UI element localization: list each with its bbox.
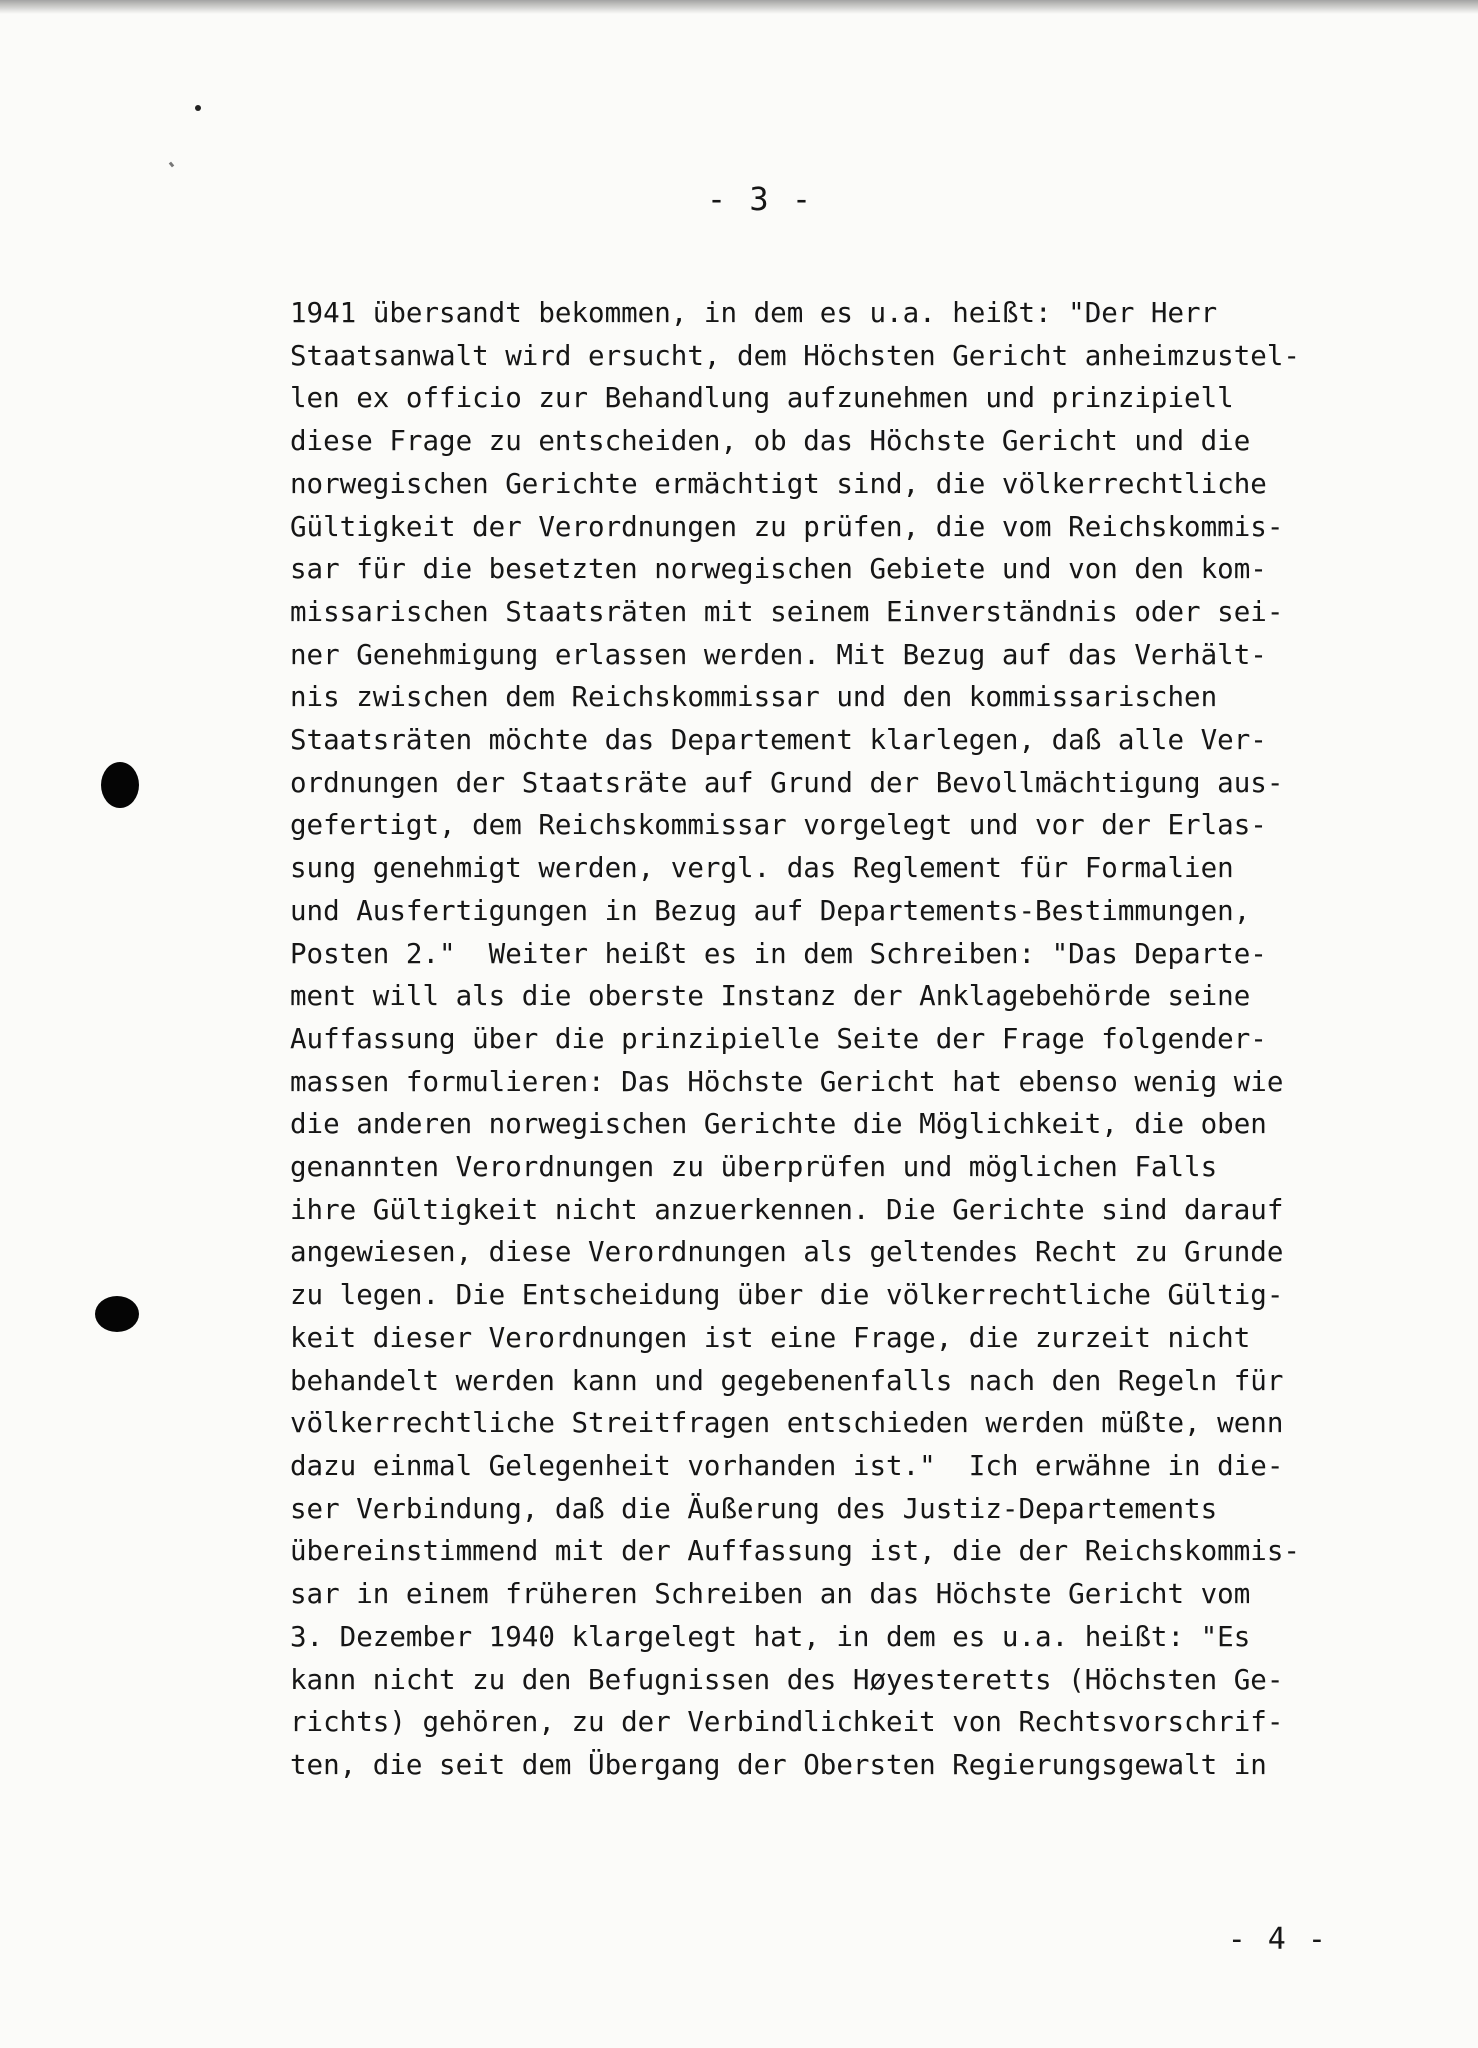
text-line: 3. Dezember 1940 klargelegt hat, in dem es u.a. heißt: "Es (290, 1620, 1251, 1653)
text-line: ner Genehmigung erlassen werden. Mit Bezug auf das Verhält- (290, 638, 1267, 671)
text-line: dazu einmal Gelegenheit vorhanden ist." Ich erwähne in die- (290, 1449, 1284, 1482)
text-line: ihre Gültigkeit nicht anzuerkennen. Die Gerichte sind darauf (290, 1193, 1284, 1226)
text-line: Gültigkeit der Verordnungen zu prüfen, die vom Reichskommis- (290, 510, 1284, 543)
text-line: missarischen Staatsräten mit seinem Einverständnis oder sei- (290, 595, 1284, 628)
ink-dot (195, 105, 201, 111)
text-line: Staatsräten möchte das Departement klarlegen, daß alle Ver- (290, 724, 1267, 757)
text-line: übereinstimmend mit der Auffassung ist, die der Reichskommis- (290, 1535, 1300, 1568)
text-line: norwegischen Gerichte ermächtigt sind, die völkerrechtliche (290, 467, 1267, 500)
page-number: - 3 - (706, 180, 814, 218)
text-line: behandelt werden kann und gegebenenfalls nach den Regeln für (290, 1364, 1284, 1397)
text-line: ordnungen der Staatsräte auf Grund der Bevollmächtigung aus- (290, 766, 1284, 799)
text-line: sar in einem früheren Schreiben an das Höchste Gericht vom (290, 1578, 1251, 1611)
text-line: len ex officio zur Behandlung aufzunehmen und prinzipiell (290, 382, 1234, 415)
text-line: massen formulieren: Das Höchste Gericht hat ebenso wenig wie (290, 1065, 1284, 1098)
continuation-marker: - 4 - (1227, 1922, 1328, 1957)
text-line: sar für die besetzten norwegischen Gebiete und von den kom- (290, 553, 1267, 586)
text-line: zu legen. Die Entscheidung über die völkerrechtliche Gültig- (290, 1279, 1284, 1312)
text-line: diese Frage zu entscheiden, ob das Höchste Gericht und die (290, 425, 1251, 458)
text-line: nis zwischen dem Reichskommissar und den kommissarischen (290, 681, 1218, 714)
text-line: gefertigt, dem Reichskommissar vorgelegt und vor der Erlas- (290, 809, 1267, 842)
scan-edge-shadow (0, 0, 1478, 14)
text-line: angewiesen, diese Verordnungen als geltendes Recht zu Grunde (290, 1236, 1284, 1269)
text-line: völkerrechtliche Streitfragen entschieden werden müßte, wenn (290, 1407, 1284, 1440)
text-line: genannten Verordnungen zu überprüfen und möglichen Falls (290, 1151, 1218, 1184)
text-line: Staatsanwalt wird ersucht, dem Höchsten Gericht anheimzustel- (290, 339, 1300, 372)
punch-hole-upper (101, 762, 139, 808)
text-line: und Ausfertigungen in Bezug auf Departements-Bestimmungen, (290, 894, 1251, 927)
ink-tick (169, 162, 175, 168)
text-line: ser Verbindung, daß die Äußerung des Justiz-Departements (290, 1492, 1218, 1525)
text-line: richts) gehören, zu der Verbindlichkeit von Rechtsvorschrif- (290, 1706, 1284, 1739)
text-line: Posten 2." Weiter heißt es in dem Schreiben: "Das Departe- (290, 937, 1267, 970)
text-line: ten, die seit dem Übergang der Obersten Regierungsgewalt in (290, 1748, 1267, 1781)
body-text (290, 292, 1350, 1787)
text-line: 1941 übersandt bekommen, in dem es u.a. heißt: "Der Herr (290, 297, 1218, 329)
text-line: kann nicht zu den Befugnissen des Høyesteretts (Höchsten Ge- (290, 1663, 1284, 1696)
text-line: Auffassung über die prinzipielle Seite der Frage folgender- (290, 1022, 1267, 1055)
text-line: ment will als die oberste Instanz der Anklagebehörde seine (290, 980, 1251, 1013)
punch-hole-lower (95, 1296, 139, 1332)
text-line: keit dieser Verordnungen ist eine Frage, die zurzeit nicht (290, 1321, 1251, 1354)
text-line: die anderen norwegischen Gerichte die Möglichkeit, die oben (290, 1108, 1267, 1141)
text-line: sung genehmigt werden, vergl. das Reglement für Formalien (290, 852, 1234, 885)
